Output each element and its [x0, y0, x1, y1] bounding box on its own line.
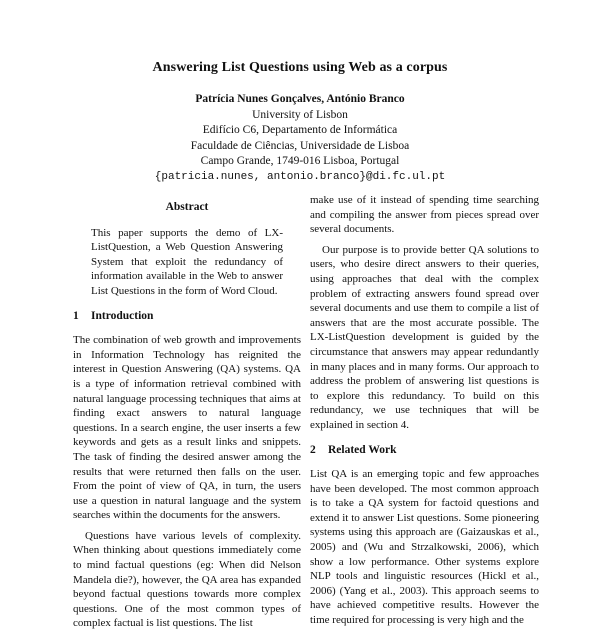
- intro-paragraph-1: The combination of web growth and improvements in Information Technology has reignited the interest in Question Answering (QA) systems. QA is a type of information retrieval combined with natural language processing techniques that aims at finding exact answers to natural language questions. In a search engine, the user inserts a few keywords and gets as a result links and snippets. The task of finding the desired answer among the results that were returned then falls on the user. From the point of view of QA, in turn, the users use a question in natural language and the system searches within the documents for the answers.: [73, 334, 301, 522]
- author-block: [0, 92, 600, 185]
- intro-paragraph-3: make use of it instead of spending time searching and compiling the answer from pieces spread over several documents.: [310, 194, 539, 236]
- author-email: {patricia.nunes, antonio.branco}@di.fc.ul.pt: [154, 170, 446, 183]
- right-column: [310, 193, 539, 634]
- left-column: [73, 200, 301, 637]
- author-names: Patrícia Nunes Gonçalves, António Branco: [195, 93, 405, 105]
- section-title: Related Work: [328, 443, 397, 456]
- section-number: 2: [310, 443, 316, 456]
- intro-paragraph-2: Questions have various levels of complexity. When thinking about questions immediately come to mind factual questions (eg: When did Nelson Mandela die?), however, the QA area has expanded beyond factual questions towards more complex questions. One of the most common types of complex factual is list questions. The list: [73, 529, 301, 630]
- section-heading-introduction: [73, 309, 301, 324]
- intro-paragraph-4: Our purpose is to provide better QA solutions to users, who desire direct answers to their queries, using approaches that deal with the complex problem of extracting answers found spread over several documents and use them to compile a list of answers that are the most accurate possible. The LX-ListQuestion development is guided by the circumstance that answers may appear redundantly in many places and in many forms. Our approach to address the problem of answering list questions is to explore this redundancy. To build on this redundancy, we use techniques that will be explained in section 4.: [310, 243, 539, 431]
- paper-title: Answering List Questions using Web as a corpus: [152, 60, 448, 75]
- abstract-heading: Abstract: [165, 201, 209, 213]
- affiliation-line: Faculdade de Ciências, Universidade de Lisboa: [190, 139, 410, 152]
- section-number: 1: [73, 309, 79, 322]
- affiliation-line: University of Lisbon: [252, 108, 348, 121]
- abstract-text: This paper supports the demo of LX-ListQuestion, a Web Question Answering System that exploit the redundancy of information available in the Web to answer List Questions in the form of Word Cloud.: [91, 226, 283, 297]
- affiliation-line: Campo Grande, 1749-016 Lisboa, Portugal: [200, 155, 400, 167]
- affiliation-line: Edifício C6, Departamento de Informática: [202, 124, 398, 136]
- section-heading-related-work: [310, 443, 539, 458]
- related-paragraph-1: List QA is an emerging topic and few approaches have been developed. The most common approach is to take a QA system for factoid questions and extend it to answer List questions. Some pioneering systems using this approach are (Gaizauskas et al., 2005) and (Wu and Strzalkowski, 2006), which show a low performance. Other systems explore NLP tools and linguistic resources (Hickl et al., 2006) (Yang et al., 2003). This approach seems to have achieved competitive results. However the time required for processing is very high and the: [310, 468, 539, 627]
- section-title: Introduction: [91, 309, 154, 322]
